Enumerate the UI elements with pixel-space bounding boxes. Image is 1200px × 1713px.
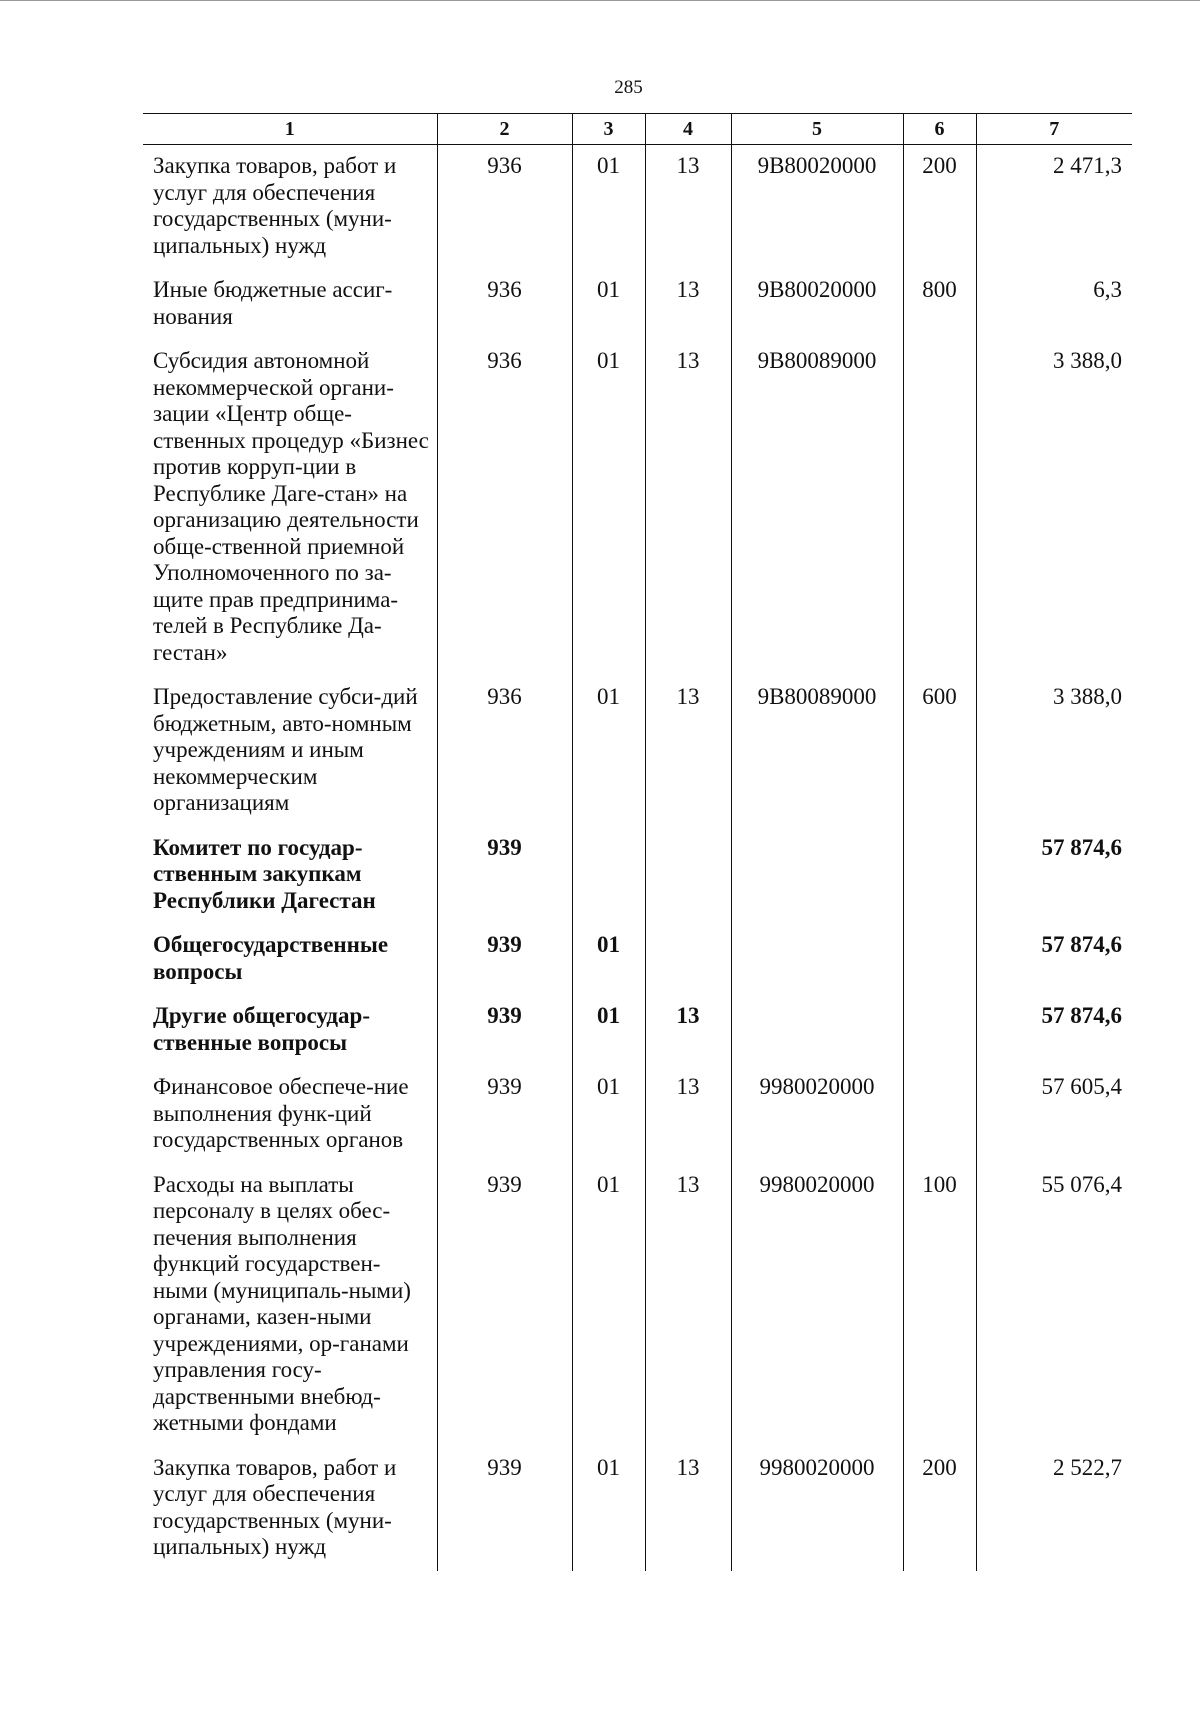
section-code-cell: 01 — [572, 995, 645, 1066]
amount-cell: 2 471,3 — [976, 145, 1132, 270]
row-name-cell: Комитет по государ-ственным закупкам Республики Дагестан — [153, 834, 376, 913]
ministry-code-cell: 936 — [437, 145, 572, 270]
expense-type-cell: 200 — [903, 145, 976, 270]
row-name-cell: Иные бюджетные ассиг-нования — [153, 277, 393, 329]
subsection-code-cell: 13 — [645, 1447, 731, 1571]
subsection-code-cell — [645, 924, 731, 995]
ministry-code-cell: 936 — [437, 676, 572, 827]
amount-cell: 2 522,7 — [976, 1447, 1132, 1571]
amount-cell: 3 388,0 — [976, 676, 1132, 827]
table-row — [143, 1447, 1132, 1571]
expense-type-cell — [903, 995, 976, 1066]
subsection-code-cell: 13 — [645, 340, 731, 676]
amount-cell: 6,3 — [976, 269, 1132, 340]
table-row — [143, 340, 1132, 676]
row-name-cell: Другие общегосудар-ственные вопросы — [153, 1003, 371, 1055]
ministry-code-cell: 939 — [437, 995, 572, 1066]
row-name-cell: Расходы на выплаты персоналу в целях обес-печения выполнения функций государствен-ными (муниципаль-ными) органами, казен-ными учреждениями, ор-ганами управления госу-дарственными внебюд-жетными фондами — [153, 1171, 411, 1435]
amount-cell: 3 388,0 — [976, 340, 1132, 676]
budget-table — [143, 113, 1132, 1571]
expense-type-cell: 200 — [903, 1447, 976, 1571]
column-header: 1 — [143, 114, 437, 145]
target-article-cell — [731, 995, 903, 1066]
target-article-cell: 9980020000 — [731, 1447, 903, 1571]
target-article-cell — [731, 827, 903, 925]
table-row — [143, 1066, 1132, 1164]
amount-cell: 57 874,6 — [976, 827, 1132, 925]
section-code-cell: 01 — [572, 1066, 645, 1164]
expense-type-cell — [903, 1066, 976, 1164]
section-code-cell: 01 — [572, 1164, 645, 1447]
amount-cell: 57 874,6 — [976, 995, 1132, 1066]
target-article-cell: 9980020000 — [731, 1066, 903, 1164]
section-code-cell: 01 — [572, 924, 645, 995]
subsection-code-cell: 13 — [645, 145, 731, 270]
target-article-cell: 9В80020000 — [731, 145, 903, 270]
ministry-code-cell: 939 — [437, 1447, 572, 1571]
subsection-code-cell: 13 — [645, 1164, 731, 1447]
subsection-code-cell: 13 — [645, 676, 731, 827]
table-row — [143, 1164, 1132, 1447]
section-code-cell: 01 — [572, 1447, 645, 1571]
page-number: 285 — [614, 77, 643, 98]
amount-cell: 55 076,4 — [976, 1164, 1132, 1447]
column-header: 5 — [731, 114, 903, 145]
table-row — [143, 145, 1132, 270]
subsection-code-cell: 13 — [645, 269, 731, 340]
amount-cell: 57 605,4 — [976, 1066, 1132, 1164]
scan-top-edge — [0, 0, 1200, 1]
row-name-cell: Закупка товаров, работ и услуг для обеспечения государственных (муни-ципальных) нужд — [153, 153, 397, 258]
section-code-cell: 01 — [572, 269, 645, 340]
section-code-cell: 01 — [572, 145, 645, 270]
table-header-row — [143, 114, 1132, 145]
table-row — [143, 995, 1132, 1066]
row-name-cell: Предоставление субси-дий бюджетным, авто-номным учреждениям и иным некоммерческим организациям — [153, 684, 418, 815]
ministry-code-cell: 939 — [437, 1164, 572, 1447]
section-code-cell — [572, 827, 645, 925]
target-article-cell — [731, 924, 903, 995]
ministry-code-cell: 936 — [437, 269, 572, 340]
section-code-cell: 01 — [572, 340, 645, 676]
column-header: 4 — [645, 114, 731, 145]
target-article-cell: 9В80020000 — [731, 269, 903, 340]
column-header: 2 — [437, 114, 572, 145]
expense-type-cell — [903, 340, 976, 676]
target-article-cell: 9В80089000 — [731, 676, 903, 827]
target-article-cell: 9В80089000 — [731, 340, 903, 676]
table-row — [143, 827, 1132, 925]
expense-type-cell — [903, 827, 976, 925]
amount-cell: 57 874,6 — [976, 924, 1132, 995]
row-name-cell: Общегосударственные вопросы — [153, 932, 389, 984]
ministry-code-cell: 939 — [437, 827, 572, 925]
expense-type-cell: 600 — [903, 676, 976, 827]
table-row — [143, 269, 1132, 340]
target-article-cell: 9980020000 — [731, 1164, 903, 1447]
row-name-cell: Субсидия автономной некоммерческой органи-зации «Центр обще-ственных процедур «Бизнес против корруп-ции в Республике Даге-стан» на организацию деятельности обще-ственной приемной Уполномоченного по за-щите прав предпринима-телей в Республике Да-гестан» — [153, 348, 429, 665]
table-body — [143, 145, 1132, 1571]
ministry-code-cell: 939 — [437, 924, 572, 995]
table-row — [143, 676, 1132, 827]
column-header: 3 — [572, 114, 645, 145]
column-header: 6 — [903, 114, 976, 145]
row-name-cell: Закупка товаров, работ и услуг для обеспечения государственных (муни-ципальных) нужд — [153, 1454, 397, 1559]
expense-type-cell: 800 — [903, 269, 976, 340]
ministry-code-cell: 939 — [437, 1066, 572, 1164]
row-name-cell: Финансовое обеспече-ние выполнения функ-ций государственных органов — [153, 1074, 409, 1152]
expense-type-cell — [903, 924, 976, 995]
ministry-code-cell: 936 — [437, 340, 572, 676]
section-code-cell: 01 — [572, 676, 645, 827]
column-header: 7 — [976, 114, 1132, 145]
subsection-code-cell: 13 — [645, 995, 731, 1066]
subsection-code-cell: 13 — [645, 1066, 731, 1164]
subsection-code-cell — [645, 827, 731, 925]
expense-type-cell: 100 — [903, 1164, 976, 1447]
table-row — [143, 924, 1132, 995]
